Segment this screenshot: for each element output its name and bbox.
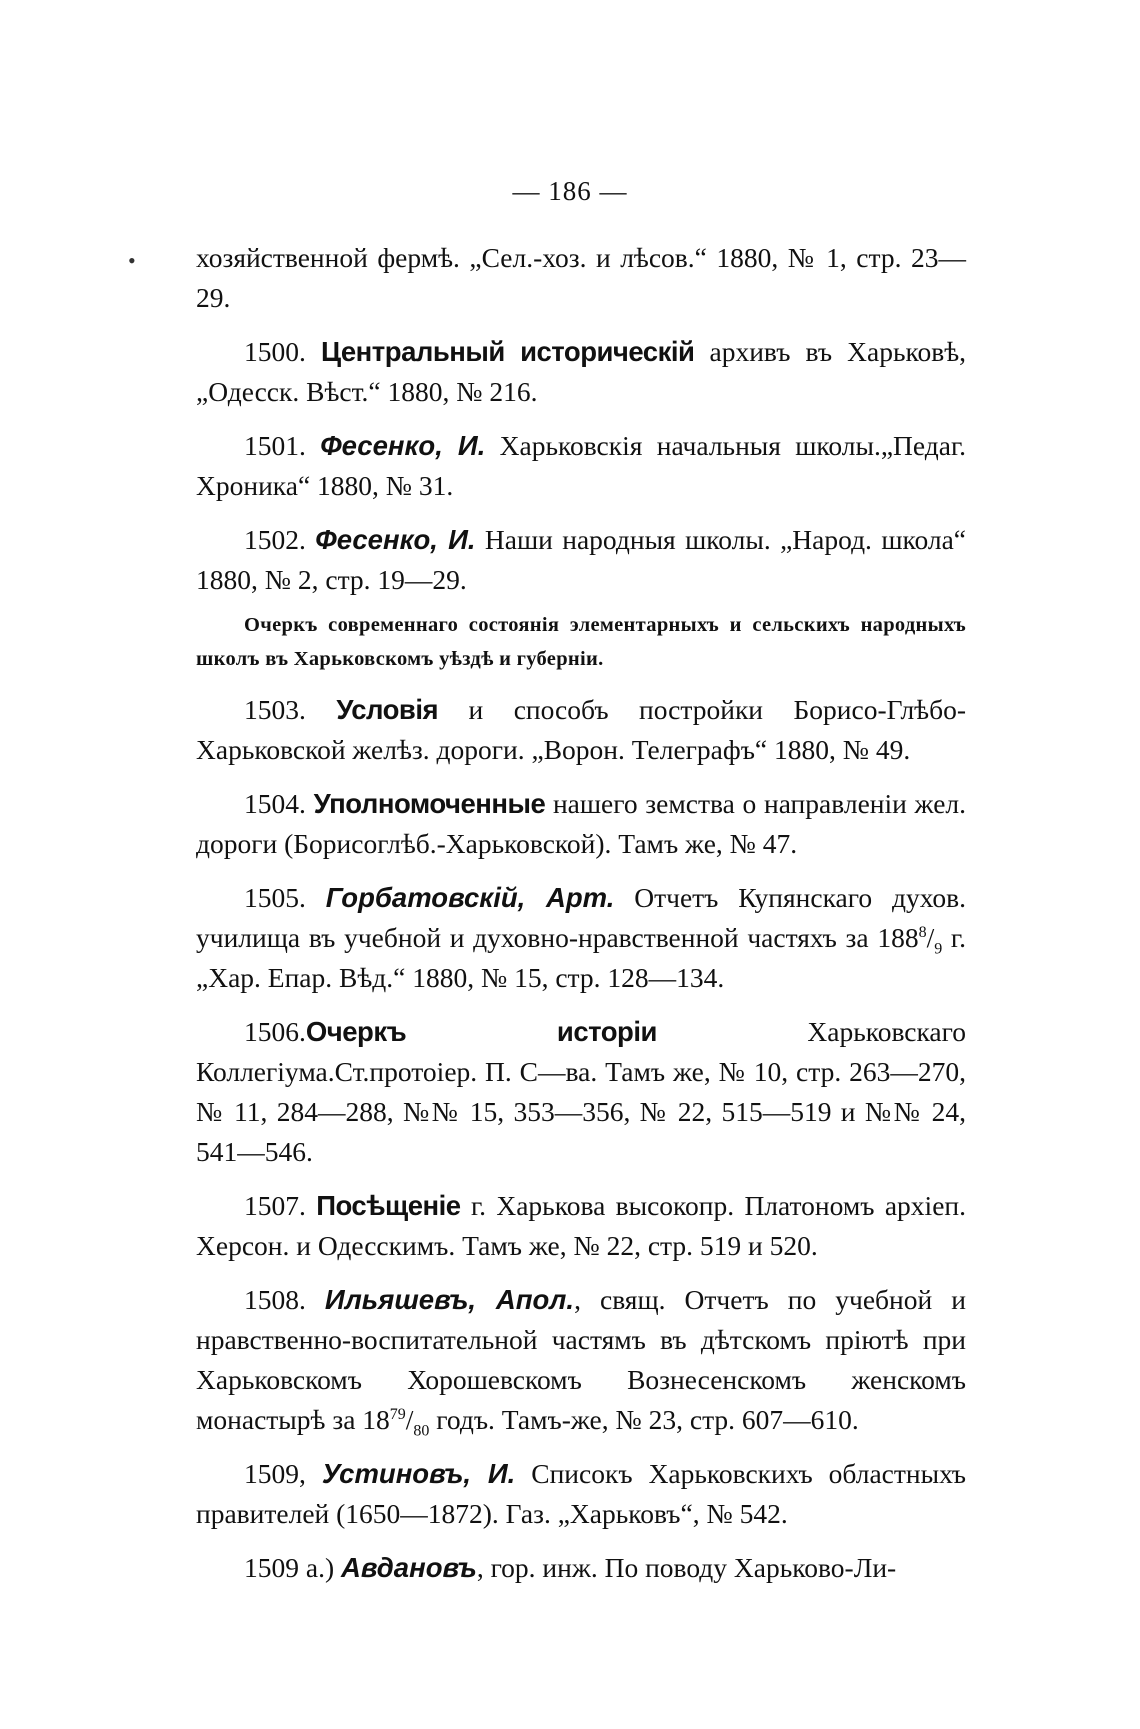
continuation-paragraph — [196, 238, 966, 318]
entry-number: 1504. — [244, 788, 306, 819]
entry-1502-annotation: Очеркъ современнаго состоянія элементарныхъ и сельскихъ народныхъ школъ въ Харьковскомъ уѣздѣ и губерніи. — [196, 614, 966, 670]
entry-1509a — [196, 1548, 966, 1588]
entry-heading: Очеркъ исторіи — [305, 1016, 657, 1047]
entry-text: и способъ постройки Борисо-Глѣбо-Харьковской желѣз. дороги. „Ворон. Телеграфъ“ 1880, № 49. — [196, 694, 966, 765]
entry-text: , гор. инж. По поводу Харьково-Ли- — [476, 1552, 897, 1583]
entry-1508 — [196, 1280, 966, 1440]
entry-number: 1503. — [244, 694, 306, 725]
fraction-slash: / — [926, 922, 935, 953]
text-column — [196, 238, 966, 1602]
entry-heading: Посѣщеніе — [316, 1190, 461, 1221]
entry-1506 — [196, 1012, 966, 1172]
entry-text: , свящ. Отчетъ по учебной и нравственно-воспитательной частямъ въ дѣтскомъ пріютѣ при Харьковскомъ Хорошевскомъ Вознесенскомъ женскомъ монастырѣ за 18 — [196, 1284, 966, 1435]
entry-number: 1507. — [244, 1190, 306, 1221]
entry-text: Списокъ Харьковскихъ областныхъ правителей (1650—1872). Газ. „Харьковъ“, № 542. — [196, 1458, 966, 1529]
entry-number: 1508. — [244, 1284, 306, 1315]
entry-text: нашего земства о направленіи жел. дороги (Борисоглѣб.-Харьковской). Тамъ же, № 47. — [196, 788, 966, 859]
entry-number: 1509, — [244, 1458, 306, 1489]
entry-number: 1509 а.) — [244, 1552, 335, 1583]
fraction-numerator: 79 — [389, 1405, 406, 1423]
entry-text: г. Харькова высокопр. Платономъ архіеп. Херсон. и Одесскимъ. Тамъ же, № 22, стр. 519 и 520. — [196, 1190, 966, 1261]
entry-1507 — [196, 1186, 966, 1266]
entry-1505 — [196, 878, 966, 998]
entry-number: 1501. — [244, 430, 306, 461]
entry-number: 1502. — [244, 524, 306, 555]
entry-text: Харьковскія начальныя школы.„Педаг. Хроника“ 1880, № 31. — [196, 430, 966, 501]
entry-author: Ильяшевъ, Апол. — [324, 1284, 575, 1315]
entry-1500 — [196, 332, 966, 412]
fraction-numerator: 8 — [918, 923, 927, 941]
fraction-denominator: 9 — [934, 940, 943, 958]
margin-mark: • — [128, 248, 136, 273]
entry-text: архивъ въ Харьковѣ, „Одесск. Вѣст.“ 1880, № 216. — [196, 336, 967, 407]
entry-number: 1506. — [244, 1016, 306, 1047]
entry-text: Отчетъ Купянскаго духов. училища въ учебной и духовно-нравственной частяхъ за 188 — [196, 882, 967, 953]
entry-1503 — [196, 690, 966, 770]
entry-author: Фесенко, И. — [315, 524, 476, 555]
entry-1501 — [196, 426, 966, 506]
entry-text-tail: г. „Хар. Епар. Вѣд.“ 1880, № 15, стр. 128—134. — [196, 922, 966, 993]
entry-heading: Условія — [336, 694, 439, 725]
entry-heading: Центральный историческій — [320, 336, 695, 367]
fraction-denominator: 80 — [413, 1422, 430, 1440]
entry-heading: Уполномоченные — [313, 788, 546, 819]
entry-author: Авдановъ — [341, 1552, 477, 1583]
entry-1509 — [196, 1454, 966, 1534]
fraction-slash: / — [405, 1404, 414, 1435]
entry-text: Харьковскаго Коллегіума.Ст.протоіер. П. С—ва. Тамъ же, № 10, стр. 263—270, № 11, 284—288, №№ 15, 353—356, № 22, 515—519 и №№ 24, 541—546. — [196, 1016, 966, 1167]
entry-1504 — [196, 784, 966, 864]
entry-text: Наши народныя школы. „Народ. школа“ 1880, № 2, стр. 19—29. — [196, 524, 966, 595]
page-number: — 186 — — [512, 176, 628, 206]
entry-number: 1505. — [244, 882, 306, 913]
entry-1502 — [196, 520, 966, 600]
continuation-text: хозяйственной фермѣ. „Сел.-хоз. и лѣсов.“ 1880, № 1, стр. 23—29. — [196, 242, 966, 313]
entry-text-tail: годъ. Тамъ-же, № 23, стр. 607—610. — [429, 1404, 859, 1435]
entry-author: Фесенко, И. — [320, 430, 486, 461]
entry-number: 1500. — [244, 336, 306, 367]
entry-author: Устиновъ, И. — [321, 1458, 516, 1489]
entry-author: Горбатовскій, Арт. — [325, 882, 615, 913]
